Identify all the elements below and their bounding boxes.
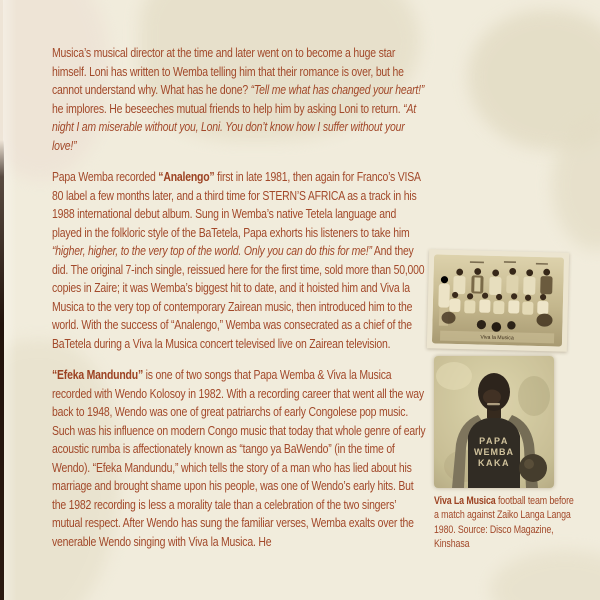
page-gutter-shadow [0,140,4,600]
portrait-photo-image [434,356,554,488]
paragraph-efeka-mandundu: “Efeka Mandundu” is one of two songs that Papa Wemba & Viva la Musica recorded with Wendo Kolosoy in 1982. With a recording career that went all the way back to 1948, Wendo was one of great patriarchs of early Congolese pop music. Such was his influence on modern Congo music that today that whole genre of early acoustic rumba is affectionately known as “tango ya BaWendo” (in the time of Wendo). “Efeka Mandundu,” which tells the story of a man who has lied about his marriage and brought shame upon his people, was one of Wendo’s early hits. But the 1982 recording is less a morality tale than a celebration of the two singers’ mutual respect. After Wendo has sung the familiar verses, Wemba exalts over the venerable Wendo singing with Viva la Musica. He [52,367,426,549]
background-silhouette [490,550,600,600]
article-text [52,44,426,564]
shirt-text-line: PAPA [479,436,509,446]
photo-caption: Viva La Musica football team before a match against Zaiko Langa Langa 1980. Source: Disco Magazine, Kinshasa [434,495,574,550]
team-photo-image [432,254,564,346]
page-fold-highlight [3,0,17,600]
paragraph-loni-story: Musica’s musical director at the time and later went on to become a huge star himself. Loni has written to Wemba telling him that their romance is over, but he cannot understand why. What has he done? “Tell me what has changed your heart!” he implores. He beseeches mutual friends to help him by asking Loni to return. “At night I am miserable without you, Loni. You don’t know how I suffer without your love!” [52,45,425,153]
papa-wemba-portrait-photo [434,356,554,488]
team-photo [427,249,569,351]
paragraph-analengo: Papa Wemba recorded “Analengo” first in late 1981, then again for Franco’s VISA 80 label a few months later, and a third time for STERN’S AFRICA as a track in his 1988 international debut album. Sung in Wemba’s native Tetela language and played in the folkloric style of the BaTetela, Papa exhorts his listeners to take him “higher, higher, to the very top of the world. Only you can do this for me!” And they did. The original 7-inch single, reissued here for the first time, sold more than 50,000 copies in Zaire; it was Wemba’s biggest hit to date, and it hoisted him and Viva la Musica to the very top of contemporary Zairean music, then introduced him to the world. With the success of “Analengo,” Wemba was consecrated as a chief of the BaTetela during a Viva la Musica concert televised live on Zairean television. [52,169,425,351]
shirt-text-line: WEMBA [474,447,514,457]
team-photo-label: Viva la Musica [480,334,514,342]
shirt-text-line: KAKA [478,458,510,468]
